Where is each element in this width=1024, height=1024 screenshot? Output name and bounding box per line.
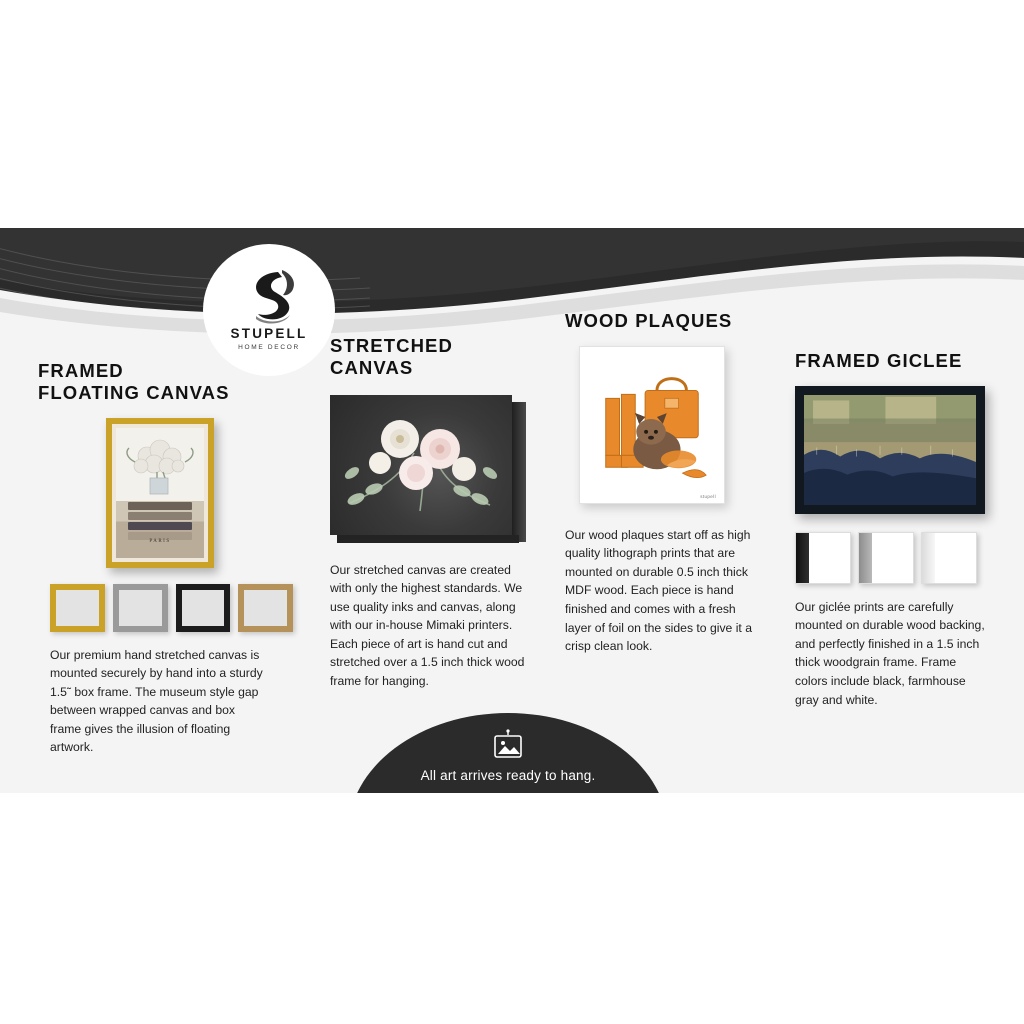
abstract-landscape-icon bbox=[804, 395, 976, 511]
artwork-wood-plaque bbox=[579, 346, 725, 504]
brand-name: STUPELL bbox=[230, 326, 308, 342]
farmhouse-gray-frame-sample[interactable] bbox=[858, 532, 914, 584]
brand-tagline: HOME DECOR bbox=[238, 343, 300, 351]
section-title: STRETCHED CANVAS bbox=[330, 335, 453, 378]
section-description: Our wood plaques start off as high quality lithograph prints that are mounted on durable 0.5 inch thick MDF wood. Each piece is hand finished and comes with a fresh layer of foil on the sides to give it a crisp clean look. bbox=[565, 527, 752, 654]
footer-banner bbox=[348, 713, 668, 793]
black-frame-swatch[interactable] bbox=[176, 584, 231, 632]
section-description: Our giclée prints are carefully mounted on durable wood backing, and perfectly finished in a 1.5 inch thick woodgrain frame. Frame colors include black, farmhouse gray and white. bbox=[795, 599, 985, 707]
footer-text: All art arrives ready to hang. bbox=[420, 768, 596, 783]
section-stretched-canvas bbox=[330, 335, 530, 690]
section-title: FRAMED GICLEE bbox=[795, 350, 963, 371]
header-wave-band bbox=[0, 228, 1024, 348]
giclee-frame-sample-row bbox=[795, 532, 995, 584]
swan-logo-icon bbox=[238, 269, 300, 325]
artwork-signature: stupell bbox=[700, 493, 716, 499]
section-wood-plaques bbox=[565, 310, 765, 656]
hydrangea-bouquet-icon bbox=[123, 438, 197, 500]
frame-swatch-row bbox=[50, 584, 293, 632]
artwork-stretched-canvas bbox=[330, 395, 526, 543]
gray-frame-swatch[interactable] bbox=[113, 584, 168, 632]
gold-frame-swatch[interactable] bbox=[50, 584, 105, 632]
section-framed-floating-canvas bbox=[38, 360, 293, 757]
roses-illustration-icon bbox=[340, 407, 504, 523]
section-framed-giclee bbox=[795, 350, 995, 709]
artwork-framed-giclee bbox=[795, 386, 985, 514]
section-title: FRAMED FLOATING CANVAS bbox=[38, 360, 230, 403]
artwork-framed-floating-canvas bbox=[106, 418, 226, 568]
infographic-panel bbox=[0, 228, 1024, 793]
artwork-caption: PARIS bbox=[149, 538, 171, 544]
black-frame-sample[interactable] bbox=[795, 532, 851, 584]
brand-logo bbox=[203, 244, 335, 376]
section-description: Our stretched canvas are created with only the highest standards. We use quality inks and canvas, along with our in-house Mimaki printers. Each piece of art is hand cut and stretched over a 1.5 inch thick wood frame for hanging. bbox=[330, 562, 525, 688]
white-frame-sample[interactable] bbox=[921, 532, 977, 584]
dog-with-handbag-illustration-icon bbox=[588, 355, 716, 495]
framed-picture-icon bbox=[488, 729, 528, 761]
section-description: Our premium hand stretched canvas is mounted securely by hand into a sturdy 1.5˜ box frame. The museum style gap between wrapped canvas and box frame gives the illusion of floating artwork. bbox=[50, 647, 263, 755]
wood-frame-swatch[interactable] bbox=[238, 584, 293, 632]
section-title: WOOD PLAQUES bbox=[565, 310, 733, 331]
